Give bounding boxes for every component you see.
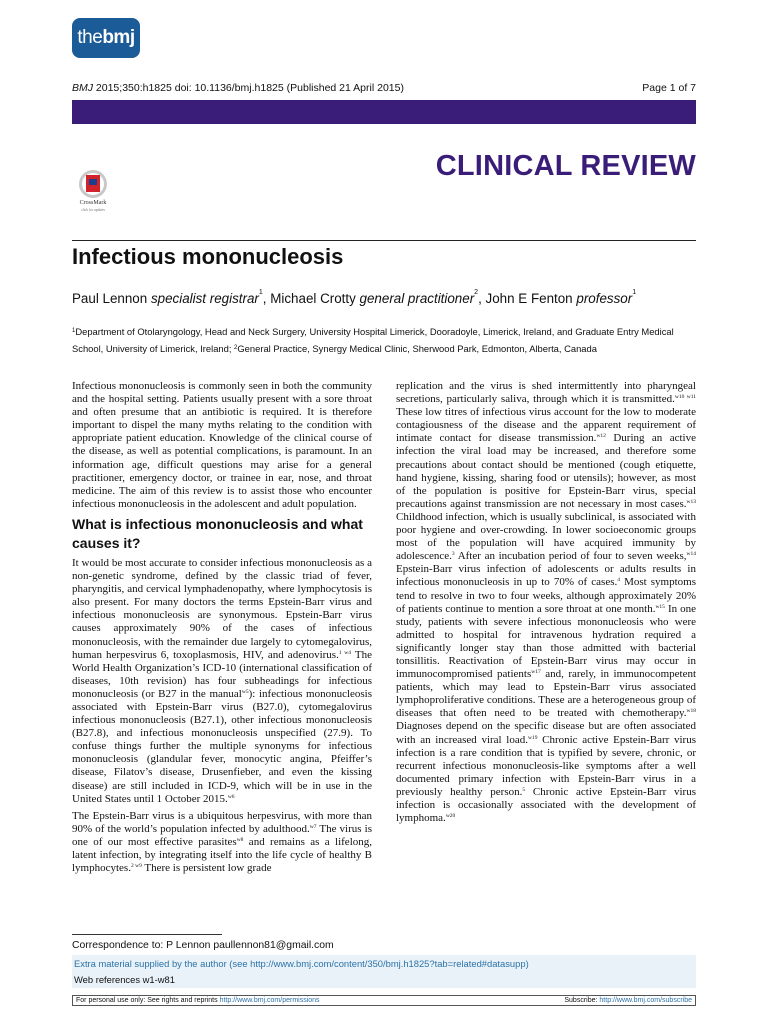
body-paragraph xyxy=(72,557,372,806)
author-affiliation-mark: 1 xyxy=(258,289,263,296)
paragraph-text: Childhood infection, which is usually subclinical, is associated with poor hygiene and over-crowding. In lower socioeconomic groups most of the population will have acquired immunity by adolescence. xyxy=(396,510,696,563)
reference-mark[interactable]: w17 xyxy=(531,669,541,676)
article-title: Infectious mononucleosis xyxy=(72,244,344,269)
reference-mark[interactable]: w13 xyxy=(686,498,696,505)
paragraph-text: ): infectious mononucleosis associated with Epstein-Barr virus (B27.0), cytomegalovirus infectious mononucleosis (B27.1), other infectious mononucleosis (B27.8), and infectious mononucleosis unspecified (27.9). To confuse things further the multiple synonyms for infectious mononucleosis (glandular fever, monocytic angina, Pfeiffer’s disease, Filatov’s disease, Drusenfieber, and even the kissing disease) are still included in ICD-9, which will be in use in the United States until 1 October 2015. xyxy=(72,687,373,805)
reference-mark[interactable]: w5 xyxy=(241,688,249,695)
title-rule xyxy=(72,240,696,241)
intro-paragraph: Infectious mononucleosis is commonly seen in both the community and the hospital setting. Patients usually present with a sore throat and often presume that an antibiotic is required. It is therefore important to dispel the many myths relating to the condition with appropriate patient education. Knowledge of the clinical course of the disease, as well as potential complications, is paramount. In an information age, difficult questions may arise for a general practitioner, emergency doctor, or trainee in ear, nose, and throat medicine. The aim of this review is to assist those who encounter infectious mononucleosis in the adolescent and adult population. xyxy=(72,380,372,510)
reference-mark[interactable]: w10 w11 xyxy=(674,394,696,401)
paragraph-text: Chronic active Epstein-Barr virus infection is occasionally associated with the development of lymphoma. xyxy=(396,785,696,825)
paragraph-text: and, rarely, in immunocompetent patients, which may lead to Epstein-Barr virus associated lymphoproliferative conditions. These are a heterogeneous group of diseases that often need to be treated with chemotherapy. xyxy=(396,668,697,720)
bmj-logo[interactable] xyxy=(72,18,140,58)
affiliation-text: Department of Otolaryngology, Head and Neck Surgery, University Hospital Limerick, Dooradoyle, Limerick, Ireland, and Graduate Entry Medical School, University of Limerick, Ireland; xyxy=(72,326,674,354)
section-heading: What is infectious mononucleosis and what causes it? xyxy=(72,515,363,551)
extra-material-link[interactable]: Extra material supplied by the author (see http://www.bmj.com/content/350/bmj.h1825?tab=related#datasupp) xyxy=(74,958,529,969)
citation-journal: BMJ xyxy=(72,82,93,94)
affiliation-text: General Practice, Synergy Medical Clinic, Sherwood Park, Edmonton, Alberta, Canada xyxy=(237,343,597,354)
author-role: general practitioner xyxy=(359,291,475,306)
author-role: professor xyxy=(576,291,633,306)
reference-mark[interactable]: w7 xyxy=(309,823,317,830)
paragraph-text: Diagnoses depend on the specific disease but are often associated with an increased viral load. xyxy=(396,720,696,746)
subscribe-link[interactable]: http://www.bmj.com/subscribe xyxy=(599,997,692,1004)
header-band xyxy=(72,100,696,124)
paragraph-text: After an incubation period of four to seven weeks, xyxy=(454,550,687,563)
reference-mark[interactable]: w6 xyxy=(227,793,235,800)
reference-mark[interactable]: w8 xyxy=(236,836,244,843)
web-references-note: Web references w1-w81 xyxy=(74,974,175,985)
author-affiliation-mark: 2 xyxy=(474,289,479,296)
paragraph-text: The Epstein-Barr virus is a ubiquitous herpesvirus, with more than 90% of the world’s population infected by adulthood. xyxy=(72,809,372,835)
author-name: Michael Crotty xyxy=(270,291,356,306)
body-paragraph xyxy=(396,380,696,825)
paragraph-text: The virus is one of our most effective parasites xyxy=(72,822,373,848)
reference-mark[interactable]: w12 xyxy=(596,433,606,440)
footer-subscribe-text: Subscribe: xyxy=(564,997,600,1004)
reference-mark[interactable]: 4 xyxy=(617,577,620,584)
paragraph-text: There is persistent low grade xyxy=(141,862,272,875)
reference-mark[interactable]: w20 xyxy=(445,813,456,820)
paragraph-text: These low titres of infectious virus account for the low to moderate contagiousness of the disease and the apparent requirement of intimate contact for disease transmission. xyxy=(396,406,696,445)
footnote-rule xyxy=(72,934,222,935)
author-list xyxy=(72,291,636,306)
paragraph-text: and remains as a lifelong, latent infection, by integrating itself into the life cycle of healthy B lymphocytes. xyxy=(72,835,372,875)
reference-mark[interactable]: 3 xyxy=(451,551,455,558)
author-affiliation-mark: 1 xyxy=(632,289,637,296)
paragraph-text: The World Health Organization’s ICD-10 (international classification of diseases, 10th revision) has four subheadings for infectious mononucleosis (or B27 in the manual xyxy=(72,648,372,700)
affiliation-mark: 1 xyxy=(72,328,76,334)
section-title: CLINICAL REVIEW xyxy=(435,150,696,182)
affiliations xyxy=(72,323,696,357)
paragraph-text: Chronic active Epstein-Barr virus infection is a rare condition that is typified by severe, chronic, or recurrent infectious mononucleosis-like symptoms after a well documented primary infection with Epstein-Barr virus in a previously healthy person. xyxy=(396,733,696,798)
reference-mark[interactable]: 1 w4 xyxy=(338,649,351,656)
citation-details: 2015;350:h1825 doi: 10.1136/bmj.h1825 (Published 21 April 2015) xyxy=(93,82,404,94)
reference-mark[interactable]: w15 xyxy=(655,603,665,610)
logo-bmj: bmj xyxy=(102,27,135,48)
reference-mark[interactable]: w19 xyxy=(527,734,538,741)
paragraph-text: replication and the virus is shed intermittently into pharyngeal secretions, particularly saliva, through which it is transmitted. xyxy=(396,380,696,406)
crossmark-label: CrossMark xyxy=(79,200,107,206)
page-number: Page 1 of 7 xyxy=(642,82,696,94)
paragraph-text: In one study, patients with severe infectious mononucleosis who were admitted to hospital for intravenous hydration required a significantly longer stay than those admitted with bacterial tonsillitis. Reactivation of Epstein-Barr virus may occur in immunocompromised patients xyxy=(396,602,696,681)
paragraph-text: Most symptoms tend to resolve in two to four weeks, although approximately 20% of patients continue to mention a sore throat at one month. xyxy=(396,576,696,615)
body-paragraph xyxy=(72,810,372,875)
page-footer xyxy=(72,995,696,1006)
author-name: Paul Lennon xyxy=(72,291,148,306)
author-separator: , xyxy=(262,291,271,306)
crossmark-sublabel: click for updates xyxy=(81,208,105,212)
citation-line xyxy=(72,82,404,94)
footer-rights-text: For personal use only: See rights and reprints xyxy=(76,997,220,1004)
body-column-right xyxy=(396,380,696,829)
paragraph-text: Epstein-Barr virus infection of adolescents or adults results in infectious mononucleosis in up to 70% of cases. xyxy=(396,563,696,589)
logo-the: the xyxy=(77,27,103,48)
body-column-left xyxy=(72,380,372,879)
correspondence-note: Correspondence to: P Lennon paullennon81@gmail.com xyxy=(72,940,334,951)
affiliation-mark: 2 xyxy=(234,345,238,351)
author-name: John E Fenton xyxy=(485,291,573,306)
crossmark-badge[interactable] xyxy=(74,170,112,216)
paragraph-text: It would be most accurate to consider infectious mononucleosis as a non-genetic syndrome, defined by the classic triad of fever, pharyngitis, and cervical lymphadenopathy, where lymphocytosis is also present. For many doctors the terms Epstein-Barr virus and infectious mononucleosis are synonymous. Epstein-Barr virus causes approximately 90% of the cases of infectious mononucleosis, with the remainder due largely to cytomegalovirus, human herpesvirus 6, toxoplasmosis, HIV, and adenovirus. xyxy=(72,556,372,661)
author-separator: , xyxy=(478,291,486,306)
reference-mark[interactable]: w14 xyxy=(686,551,696,558)
author-role: specialist registrar xyxy=(150,291,259,306)
paragraph-text: During an active infection the viral load may be increased, and therefore some precautions about contact should be mentioned (cough etiquette, hand hygiene, kissing, sharing food or utensils); however, as most of the population is positive for Epstein-Barr virus, special precautions against transmission are not necessary in most cases. xyxy=(396,432,696,510)
reference-mark[interactable]: 5 xyxy=(522,786,526,793)
bookmark-icon xyxy=(86,175,100,192)
reference-mark[interactable]: 2 w9 xyxy=(130,863,142,870)
reference-mark[interactable]: w18 xyxy=(686,708,696,715)
permissions-link[interactable]: http://www.bmj.com/permissions xyxy=(219,997,320,1004)
